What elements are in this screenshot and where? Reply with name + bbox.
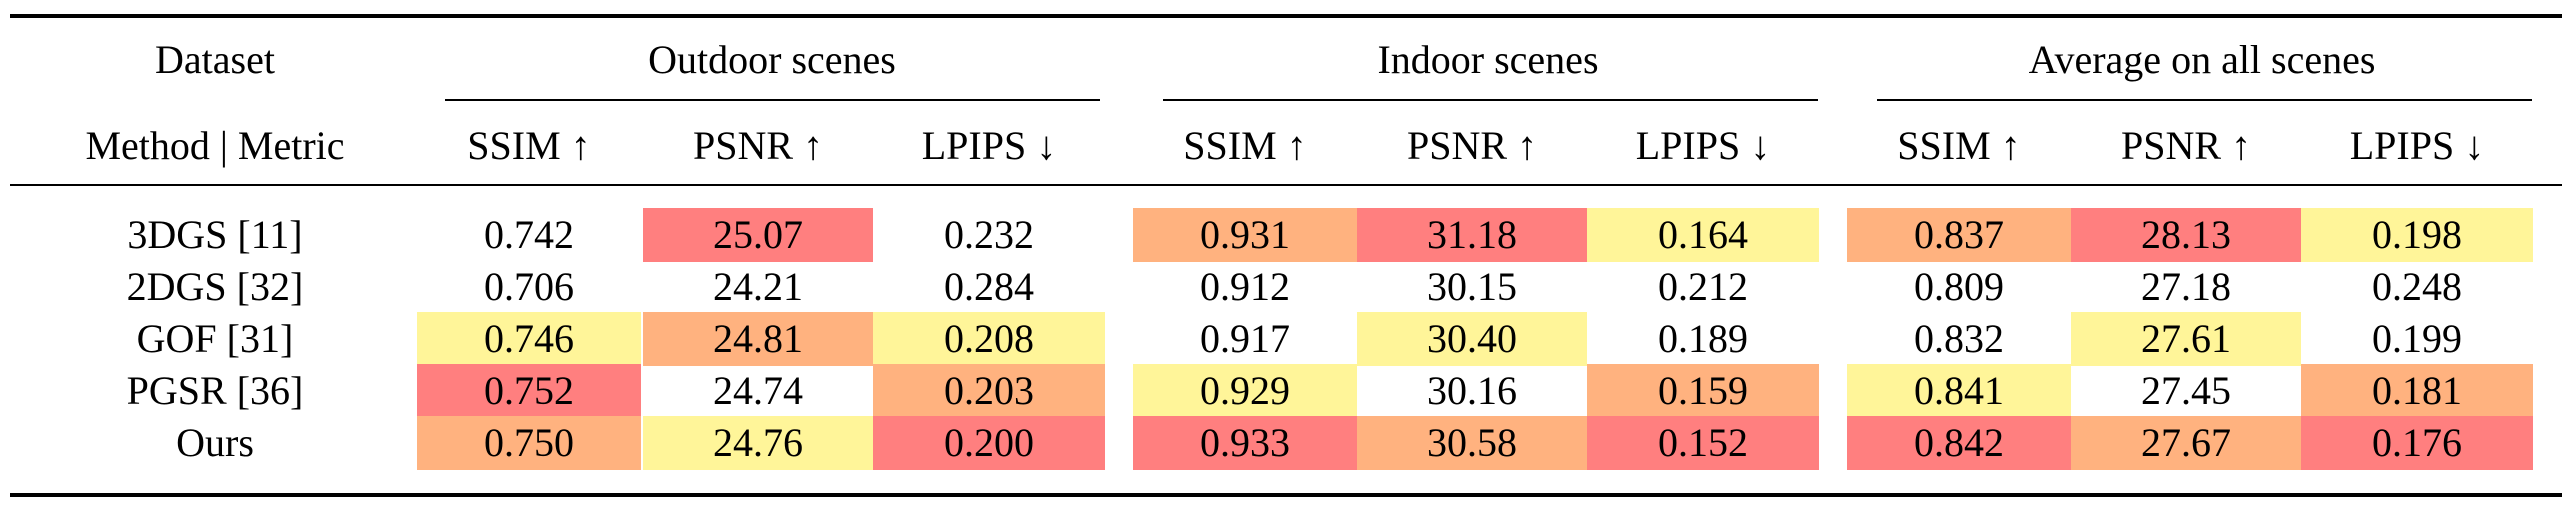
metric-value-cell: 27.67 xyxy=(2071,416,2301,470)
metric-value-cell: 0.912 xyxy=(1200,264,1290,309)
group-underline-outdoor xyxy=(445,99,1100,101)
metric-value-cell: 30.58 xyxy=(1357,416,1587,470)
metric-header: LPIPS ↓ xyxy=(1635,123,1771,168)
metric-value-cell: 0.917 xyxy=(1200,316,1290,361)
metric-header: PSNR ↑ xyxy=(692,123,824,168)
metric-value-cell: 0.212 xyxy=(1658,264,1748,309)
metric-value-cell: 0.198 xyxy=(2301,208,2533,262)
header-rule xyxy=(10,184,2562,186)
metric-value-cell: 30.16 xyxy=(1427,368,1517,413)
metric-value-cell: 0.284 xyxy=(944,264,1034,309)
metric-value-cell: 0.832 xyxy=(1914,316,2004,361)
metric-value-cell: 0.929 xyxy=(1133,364,1357,418)
metric-value-cell: 0.933 xyxy=(1133,416,1357,470)
metric-value-cell: 0.842 xyxy=(1847,416,2071,470)
metric-value-cell: 0.809 xyxy=(1914,264,2004,309)
method-name: GOF [31] xyxy=(136,316,294,361)
metric-value-cell: 30.15 xyxy=(1427,264,1517,309)
bottom-rule xyxy=(10,493,2562,497)
method-name: Ours xyxy=(176,420,254,465)
metric-header: LPIPS ↓ xyxy=(921,123,1057,168)
metric-value-cell: 25.07 xyxy=(643,208,873,262)
metric-value-cell: 0.181 xyxy=(2301,364,2533,418)
metric-header: SSIM ↑ xyxy=(1183,123,1307,168)
metric-value-cell: 0.189 xyxy=(1658,316,1748,361)
metric-header: SSIM ↑ xyxy=(1897,123,2021,168)
metric-header: PSNR ↑ xyxy=(1406,123,1538,168)
metric-value-cell: 0.706 xyxy=(484,264,574,309)
metric-value-cell: 0.752 xyxy=(417,364,641,418)
metric-value-cell: 24.81 xyxy=(643,312,873,366)
metric-value-cell: 24.76 xyxy=(643,416,873,470)
metric-value-cell: 0.176 xyxy=(2301,416,2533,470)
group-header-average: Average on all scenes xyxy=(2028,37,2376,82)
metric-header: PSNR ↑ xyxy=(2120,123,2252,168)
group-underline-indoor xyxy=(1163,99,1818,101)
metric-value-cell: 0.248 xyxy=(2372,264,2462,309)
group-underline-average xyxy=(1877,99,2532,101)
group-header-outdoor: Outdoor scenes xyxy=(648,37,896,82)
dataset-header: Dataset xyxy=(155,37,275,82)
metric-value-cell: 0.750 xyxy=(417,416,641,470)
metric-header: SSIM ↑ xyxy=(467,123,591,168)
method-metric-header: Method | Metric xyxy=(85,123,345,168)
metric-value-cell: 30.40 xyxy=(1357,312,1587,366)
metric-value-cell: 0.208 xyxy=(873,312,1105,366)
metric-value-cell: 27.45 xyxy=(2141,368,2231,413)
top-rule xyxy=(10,14,2562,18)
metric-value-cell: 27.18 xyxy=(2141,264,2231,309)
metric-value-cell: 24.74 xyxy=(713,368,803,413)
metric-value-cell: 0.232 xyxy=(944,212,1034,257)
metric-value-cell: 0.841 xyxy=(1847,364,2071,418)
method-name: PGSR [36] xyxy=(126,368,304,413)
metric-value-cell: 0.931 xyxy=(1133,208,1357,262)
method-name: 2DGS [32] xyxy=(126,264,304,309)
metric-value-cell: 27.61 xyxy=(2071,312,2301,366)
metric-value-cell: 0.200 xyxy=(873,416,1105,470)
metric-value-cell: 0.746 xyxy=(417,312,641,366)
metric-value-cell: 31.18 xyxy=(1357,208,1587,262)
metric-value-cell: 0.742 xyxy=(484,212,574,257)
metric-value-cell: 0.152 xyxy=(1587,416,1819,470)
metric-value-cell: 24.21 xyxy=(713,264,803,309)
metric-value-cell: 0.159 xyxy=(1587,364,1819,418)
group-header-indoor: Indoor scenes xyxy=(1377,37,1599,82)
metric-value-cell: 0.203 xyxy=(873,364,1105,418)
metric-value-cell: 0.837 xyxy=(1847,208,2071,262)
metric-value-cell: 0.164 xyxy=(1587,208,1819,262)
metric-value-cell: 28.13 xyxy=(2071,208,2301,262)
method-name: 3DGS [11] xyxy=(127,212,303,257)
metric-value-cell: 0.199 xyxy=(2372,316,2462,361)
metric-header: LPIPS ↓ xyxy=(2349,123,2485,168)
